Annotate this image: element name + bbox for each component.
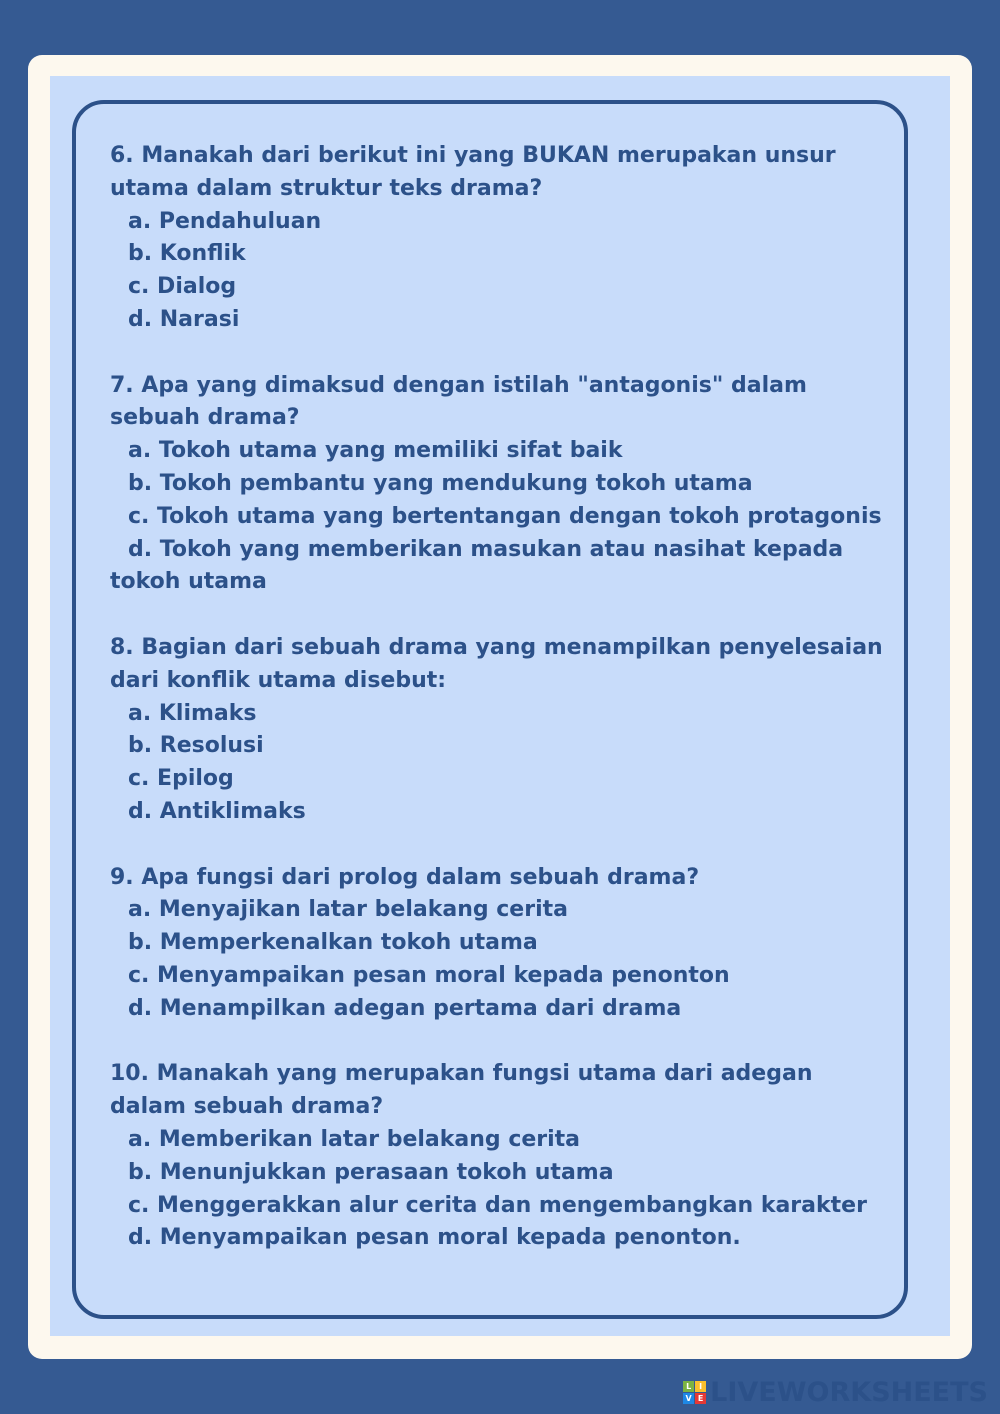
answer-options [110,1124,890,1255]
logo-letter: I [695,1381,706,1392]
question-6 [110,140,890,337]
question-text: 6. Manakah dari berikut ini yang BUKAN merupakan unsur utama dalam struktur teks drama? [110,143,836,201]
answer-options [110,698,890,829]
liveworksheets-logo-icon [683,1381,706,1404]
question-text: 10. Manakah yang merupakan fungsi utama dari adegan dalam sebuah drama? [110,1061,813,1120]
question-text: 8. Bagian dari sebuah drama yang menampilkan penyelesaian dari konflik utama disebut: [110,634,883,693]
question-8 [110,632,890,829]
answer-option[interactable]: b. Resolusi [128,733,264,759]
answer-option[interactable]: c. Tokoh utama yang bertentangan dengan tokoh protagonis [128,503,882,529]
answer-option[interactable]: a. Menyajikan latar belakang cerita [128,897,568,923]
answer-option[interactable]: c. Dialog [128,274,237,300]
answer-option[interactable]: d. Menyampaikan pesan moral kepada penonton. [128,1225,741,1251]
answer-option[interactable]: c. Epilog [128,766,234,792]
answer-options [110,894,890,1025]
watermark-text: LIVEWORKSHEETS [710,1377,988,1408]
logo-letter: V [683,1393,694,1404]
question-text: 9. Apa fungsi dari prolog dalam sebuah drama? [110,864,700,890]
answer-option[interactable]: b. Memperkenalkan tokoh utama [128,930,538,956]
answer-option[interactable]: c. Menyampaikan pesan moral kepada penonton [128,962,730,988]
liveworksheets-watermark [683,1377,988,1408]
answer-option[interactable]: d. Menampilkan adegan pertama dari drama [128,995,682,1021]
answer-option[interactable]: d. Antiklimaks [128,798,306,824]
question-text: 7. Apa yang dimaksud dengan istilah "antagonis" dalam sebuah drama? [110,372,807,431]
answer-options [110,206,890,337]
answer-option[interactable]: b. Menunjukkan perasaan tokoh utama [128,1159,614,1185]
question-7 [110,370,890,600]
question-9 [110,862,890,1026]
answer-option[interactable]: c. Menggerakkan alur cerita dan mengembangkan karakter [128,1192,867,1218]
answer-option[interactable]: a. Memberikan latar belakang cerita [128,1126,581,1152]
answer-options [110,435,890,599]
answer-option[interactable]: d. Narasi [128,306,240,332]
answer-option[interactable]: a. Tokoh utama yang memiliki sifat baik [128,438,623,464]
questions-list [110,140,890,1288]
answer-option[interactable]: b. Konflik [128,241,246,267]
answer-option[interactable]: d. Tokoh yang memberikan masukan atau nasihat kepada tokoh utama [110,536,844,595]
answer-option[interactable]: a. Pendahuluan [128,208,322,234]
question-10 [110,1058,890,1255]
logo-letter: L [683,1381,694,1392]
answer-option[interactable]: a. Klimaks [128,700,257,726]
logo-letter: E [695,1393,706,1404]
answer-option[interactable]: b. Tokoh pembantu yang mendukung tokoh utama [128,470,753,496]
